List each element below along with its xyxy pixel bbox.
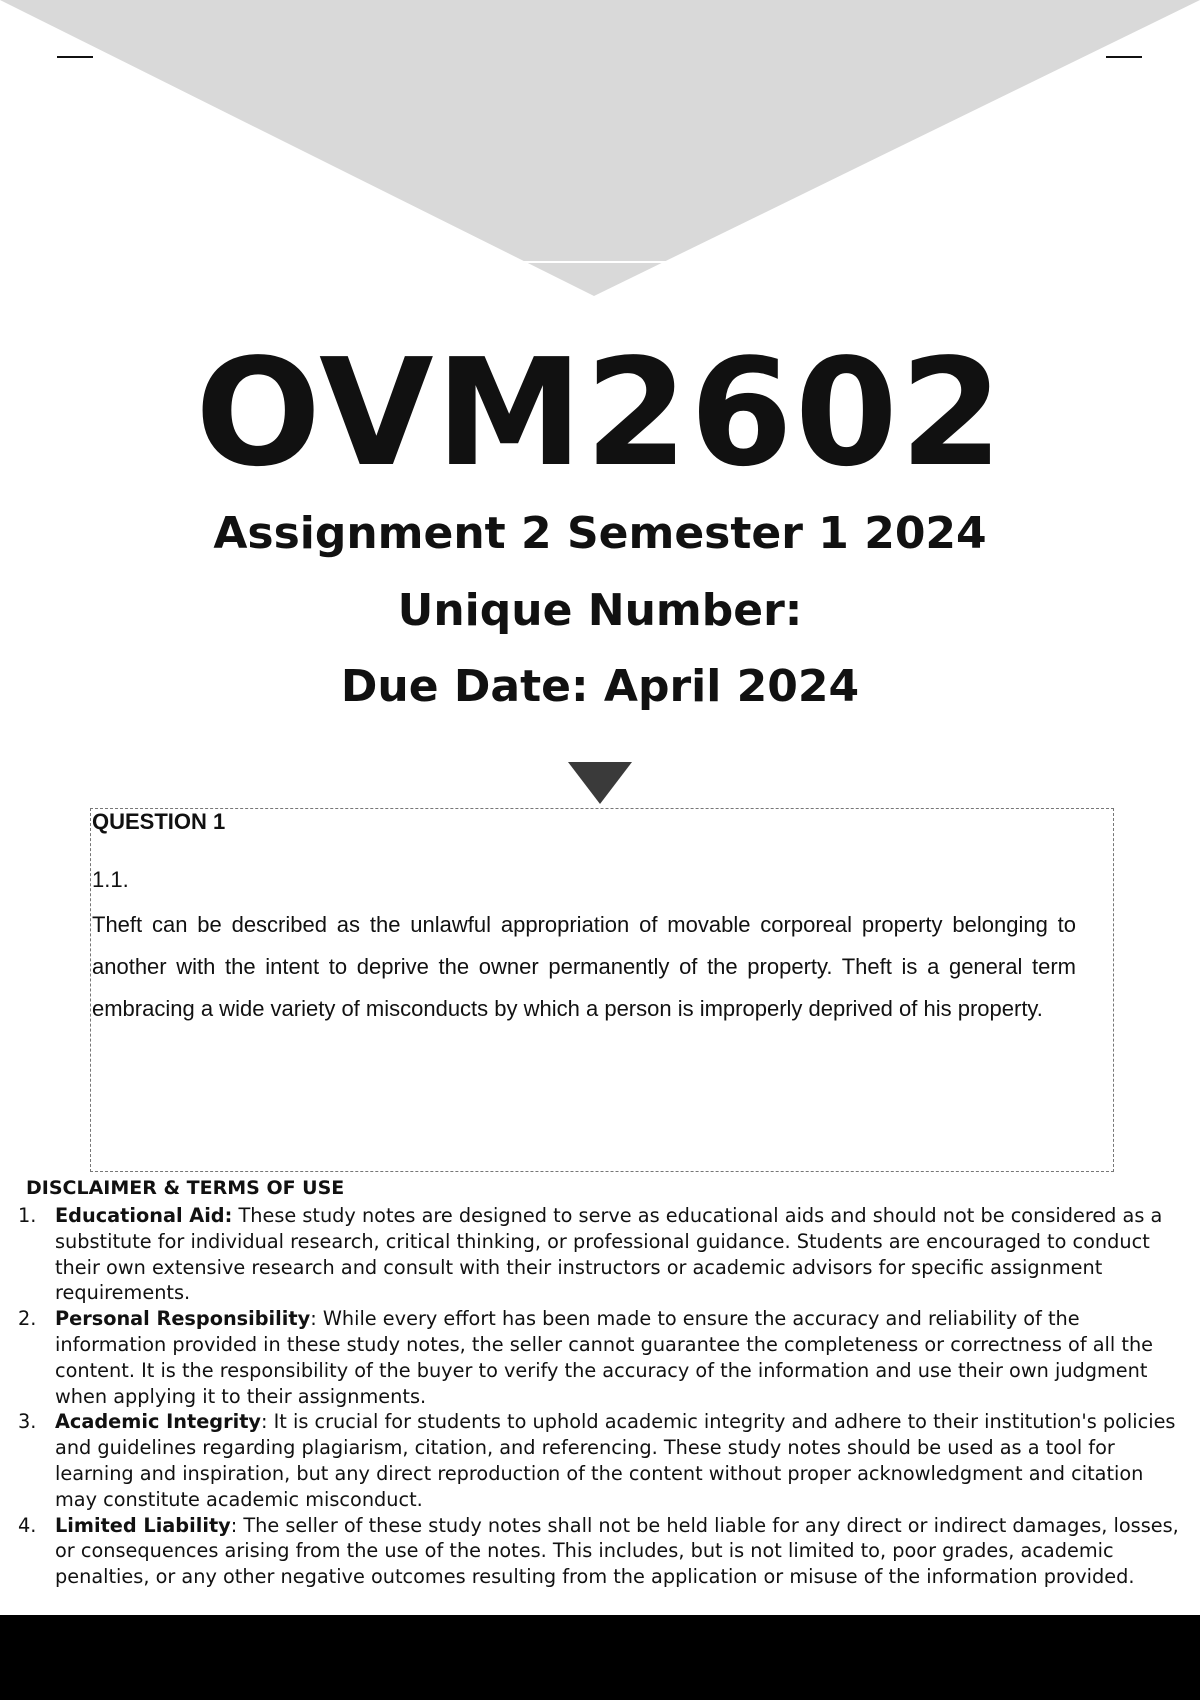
- chevron-banner-shape: [0, 0, 1200, 296]
- term-item-personal-responsibility: [0, 1306, 1190, 1409]
- term-title: Academic Integrity: [55, 1410, 261, 1434]
- course-code-title: OVM2602: [195, 327, 1005, 499]
- due-date-label: Due Date: April 2024: [340, 661, 860, 712]
- question-heading: QUESTION 1: [92, 809, 226, 834]
- term-item-educational-aid: [0, 1203, 1190, 1306]
- question-body-text: Theft can be described as the unlawful appropriation of movable corporeal property belonging to another with the intent to deprive the owner permanently of the property. Theft is a general term embracing a wide variety of misconducts by which a person is improperly deprived of his property.: [92, 912, 1076, 1021]
- term-number: 4.: [18, 1513, 37, 1537]
- down-triangle-icon: [568, 762, 632, 804]
- term-text: : The seller of these study notes shall not be held liable for any direct or indirect damages, losses, or consequences arising from the use of the notes. This includes, but is not limited to, poor grades, academic penalties, or any other negative outcomes resulting from the application or misuse of the information provided.: [55, 1513, 1179, 1589]
- corner-rule-left: [57, 56, 93, 58]
- term-number: 1.: [18, 1204, 37, 1227]
- question-number: 1.1.: [92, 867, 129, 892]
- term-text: : While every effort has been made to ensure the accuracy and reliability of the information provided in these study notes, the seller cannot guarantee the completeness or correctness of all the content. It is the responsibility of the buyer to verify the accuracy of the information and use their own judgment when applying it to their assignments.: [55, 1307, 1154, 1408]
- term-text: : It is crucial for students to uphold academic integrity and adhere to their institution's policies and guidelines regarding plagiarism, citation, and referencing. These study notes should be used as a tool for learning and inspiration, but any direct reproduction of the content without proper acknowledgment and citation may constitute academic misconduct.: [55, 1410, 1176, 1511]
- term-number: 2.: [18, 1307, 37, 1331]
- footer-black-bar: [0, 1615, 1200, 1700]
- corner-rule-right: [1106, 56, 1142, 58]
- term-item-limited-liability: [0, 1513, 1190, 1590]
- term-title: Personal Responsibility: [55, 1307, 311, 1331]
- unique-number-label: Unique Number:: [397, 585, 803, 636]
- term-title: Limited Liability: [55, 1513, 231, 1537]
- term-title: Educational Aid:: [55, 1204, 233, 1227]
- term-text: These study notes are designed to serve as educational aids and should not be considered as a substitute for individual research, critical thinking, or professional guidance. Students are encouraged to conduct their own extensive research and consult with their instructors or academic advisors for specific assignment requirements.: [55, 1204, 1163, 1305]
- terms-list: [0, 1203, 1190, 1590]
- term-number: 3.: [18, 1410, 37, 1434]
- disclaimer-heading: DISCLAIMER & TERMS OF USE: [26, 1177, 345, 1199]
- term-item-academic-integrity: [0, 1409, 1190, 1512]
- assignment-subtitle: Assignment 2 Semester 1 2024: [213, 508, 987, 559]
- chevron-banner: [0, 0, 1200, 300]
